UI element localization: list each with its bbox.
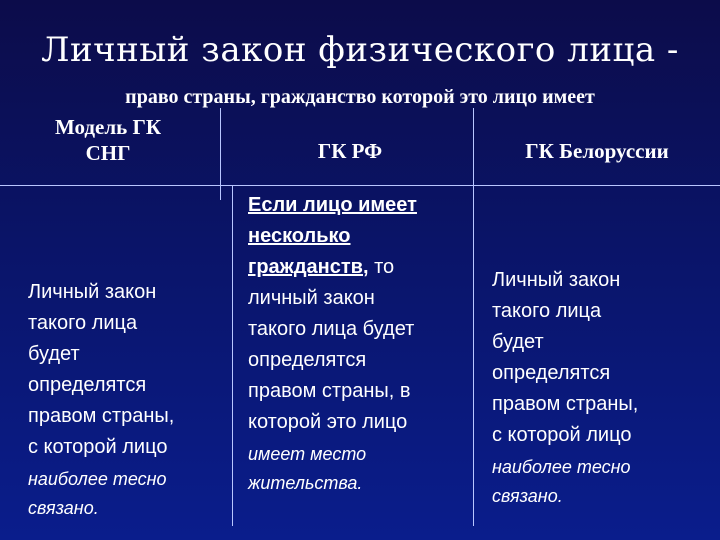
cell-text-line: будет (28, 343, 80, 365)
cell-text-line: определятся (248, 349, 367, 371)
header-gk-belarus: ГК Белоруссии (525, 139, 669, 163)
cell-text-line: с которой лицо (492, 424, 632, 446)
cell-text-line: определятся (28, 374, 147, 396)
cell-italic-line: наиболее тесно (492, 457, 631, 477)
cell-gk-rf (248, 190, 473, 498)
cell-italic-line: связано. (492, 486, 563, 506)
cell-text-line: определятся (492, 362, 611, 384)
table-divider-vertical-1 (232, 186, 233, 526)
cell-italic-line: имеет место (248, 444, 367, 464)
cell-text-line: правом страны, (492, 393, 639, 415)
cell-text-line: Личный закон (28, 281, 157, 303)
cell-text-line: с которой лицо (28, 436, 168, 458)
cell-text-line: Личный закон (492, 269, 621, 291)
table-divider-vertical-1-top (220, 108, 221, 200)
cell-mixed-line (248, 252, 473, 283)
cell-text-line: такого лица (492, 300, 602, 322)
header-cis-model-line1: Модель ГК (54, 115, 162, 139)
cell-italic-line: наиболее тесно (28, 469, 167, 489)
cell-italic-line: жительства. (248, 473, 363, 493)
cell-cis-model (28, 277, 228, 523)
cell-bold-line: несколько (248, 225, 351, 247)
header-gk-rf: ГК РФ (317, 139, 383, 163)
cell-bold-inline: гражданств, (248, 256, 369, 278)
cell-inline-after: то (368, 256, 395, 278)
cell-text-line: правом страны, в (248, 380, 411, 402)
table-divider-vertical-2 (473, 186, 474, 526)
cell-gk-belarus (492, 265, 717, 511)
table-divider-horizontal (0, 185, 720, 186)
cell-text-line: такого лица будет (248, 318, 415, 340)
cell-italic-line: связано. (28, 498, 99, 518)
slide-title: Личный закон физического лица - (41, 30, 679, 70)
cell-bold-line: Если лицо имеет (248, 194, 417, 216)
cell-text-line: которой это лицо (248, 411, 408, 433)
slide-subtitle: право страны, гражданство которой это лицо имеет (125, 86, 595, 108)
cell-text-line: личный закон (248, 287, 375, 309)
table-divider-vertical-2-top (473, 108, 474, 186)
cell-text-line: такого лица (28, 312, 138, 334)
header-cis-model (28, 114, 188, 166)
header-cis-model-line2: СНГ (85, 141, 131, 165)
cell-text-line: правом страны, (28, 405, 175, 427)
cell-text-line: будет (492, 331, 544, 353)
